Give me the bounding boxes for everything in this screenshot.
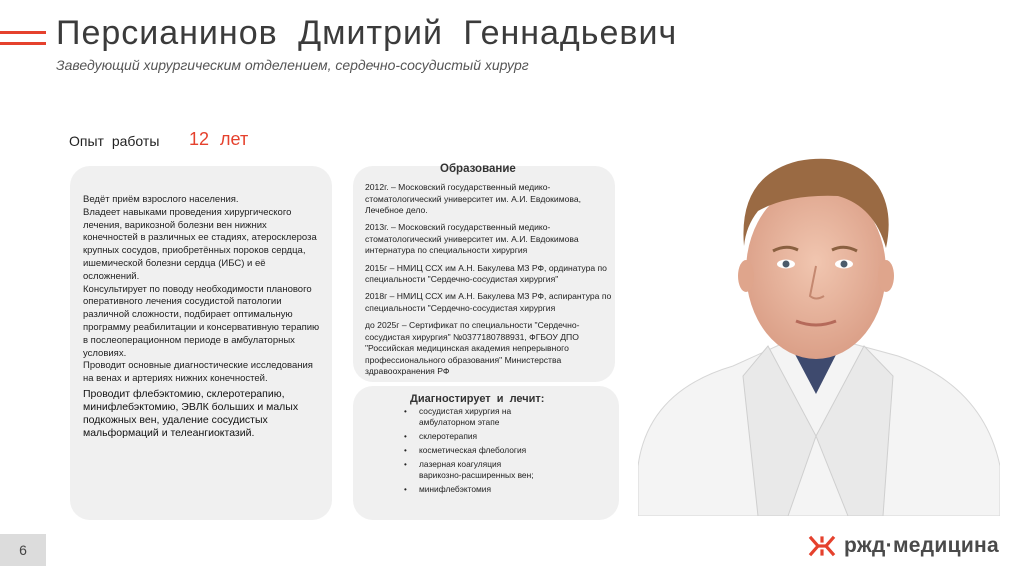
description-item: Проводит флебэктомию, склеротерапию, минифлебэктомию, ЭВЛК больших и малых подкожных вен, удаление сосудистых мальформаций и телеангиоктазий. <box>83 387 299 439</box>
header-accent-stripes <box>0 31 46 53</box>
page-number: 6 <box>0 534 46 566</box>
description-item: Владеет навыками проведения хирургического лечения, варикозной болезни вен нижних конечностей в различных ее стадиях, атеросклероза крупных сосудов, приобретённых пороков сердца, ишемической болезни сердца (ИБС) и её осложнений. <box>83 206 317 282</box>
diagnostics-item: • косметическая флебология <box>404 445 534 456</box>
doctor-position: Заведующий хирургическим отделением, сердечно-сосудистый хирург <box>56 57 529 73</box>
logo-text: ржд·медицина <box>844 534 999 557</box>
doctor-photo <box>638 136 1000 516</box>
education-item: 2018г – НМИЦ ССХ им А.Н. Бакулева МЗ РФ, аспирантура по специальности "Сердечно-сосудистая хирургия <box>365 291 612 313</box>
diagnostics-title: Диагностирует и лечит: <box>410 393 545 405</box>
diagnostics-list <box>404 406 534 498</box>
experience-label: Опыт работы <box>69 133 160 149</box>
description-item: Проводит основные диагностические исследования на венах и артериях нижних конечностей. <box>83 360 313 385</box>
education-item: 2012г. – Московский государственный медико-стоматологический университет им. А.И. Евдокимова, Лечебное дело. <box>365 182 582 216</box>
rzd-medicine-logo <box>808 532 999 560</box>
rzd-logo-icon <box>808 532 836 560</box>
experience-value: 12 лет <box>189 129 249 149</box>
description-item: Ведёт приём взрослого населения. <box>83 194 239 205</box>
diagnostics-item: • склеротерапия <box>404 431 534 442</box>
education-item: 2015г – НМИЦ ССХ им А.Н. Бакулева МЗ РФ, ординатура по специальности "Сердечно-сосудистая хирургия" <box>365 262 607 285</box>
doctor-name: Персианинов Дмитрий Геннадьевич <box>56 14 678 52</box>
education-item: 2013г. – Московский государственный медико-стоматологический университет им. А.И. Евдокимова интернатура по специальности хирургия <box>365 222 579 256</box>
description-text <box>83 194 323 440</box>
education-item: до 2025г – Сертификат по специальности "Сердечно-сосудистая хирургия" №0377180788931, ФГБОУ ДПО "Российская медицинская академия непрерывного профессионального образования" Министерства здравоохранения РФ <box>365 319 580 377</box>
description-item: Консультирует по поводу необходимости планового оперативного лечения сосудистой патологии различной сложности, подбирает оптимальную программу реабилитации и консервативную терапию в послеоперационном периоде в амбулаторных условиях. <box>83 283 320 359</box>
education-list <box>365 182 615 383</box>
diagnostics-item: • лазерная коагуляция варикозно-расширенных вен; <box>404 459 534 482</box>
diagnostics-item: • сосудистая хирургия на амбулаторном этапе <box>404 406 534 429</box>
education-title: Образование <box>440 163 516 175</box>
diagnostics-item: • минифлебэктомия <box>404 484 534 495</box>
